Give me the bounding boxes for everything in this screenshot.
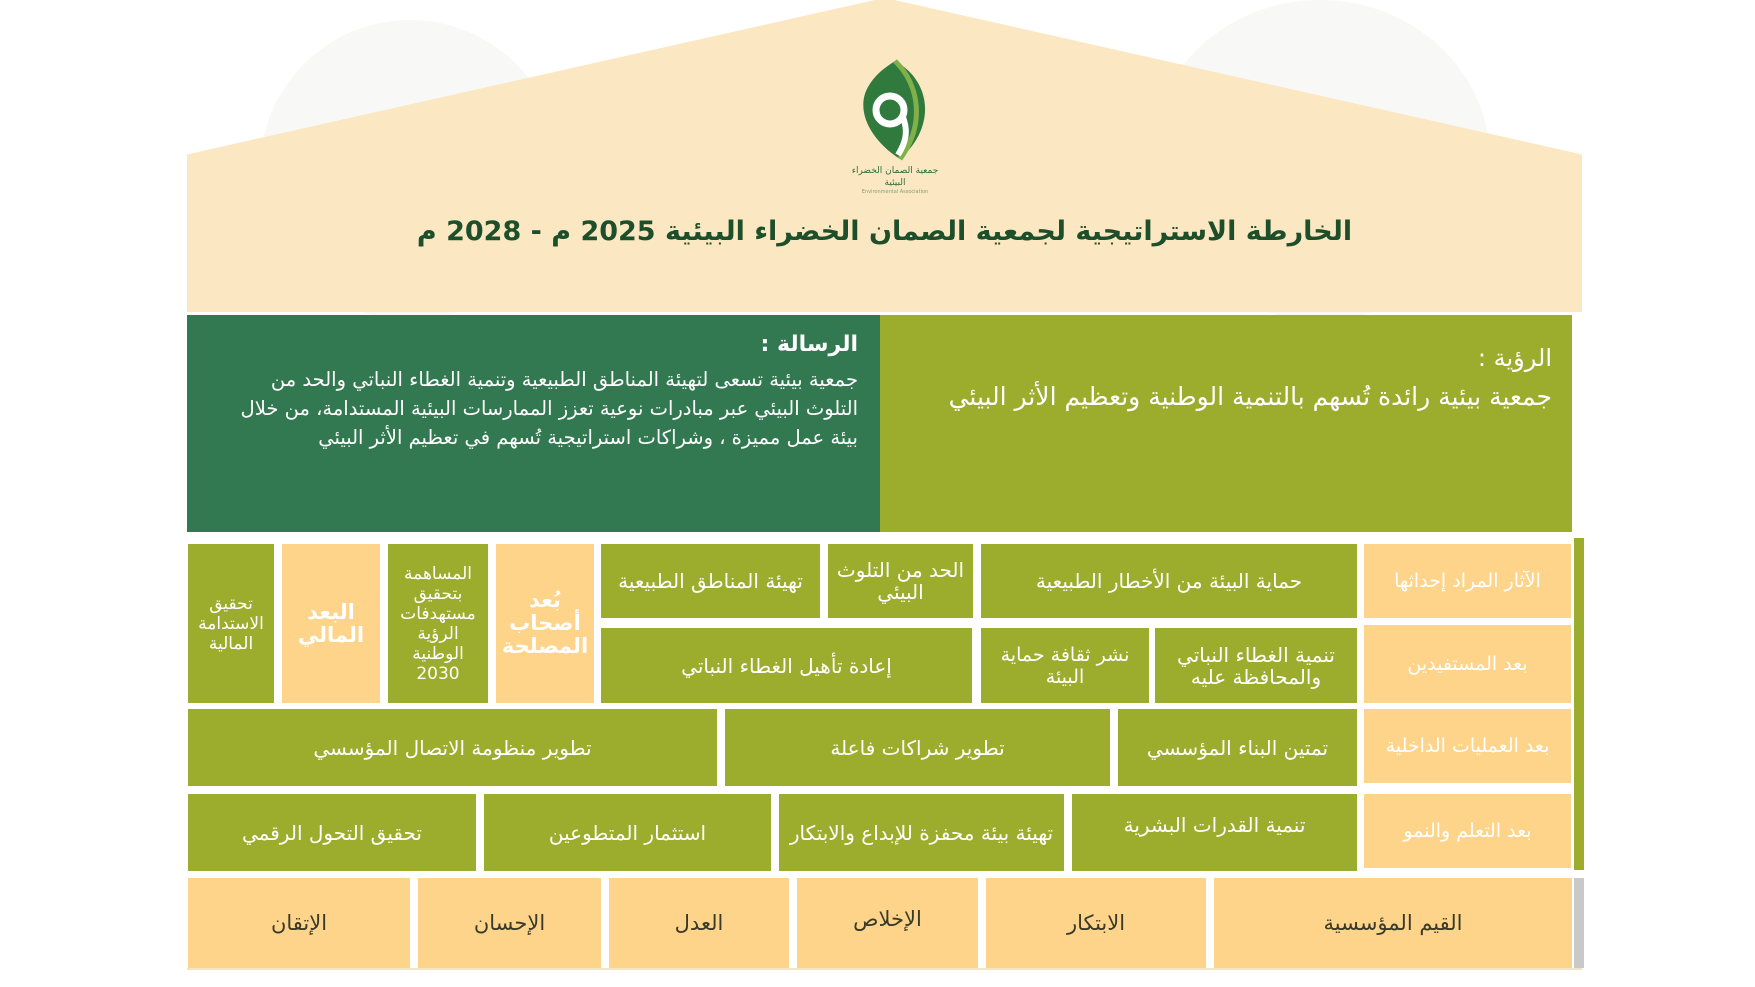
mission-panel (187, 315, 880, 532)
mission-heading: الرسالة : (760, 332, 858, 357)
financial-dimension: البعد المالي (282, 544, 380, 703)
objective-rehabilitate-vegetation: إعادة تأهيل الغطاء النباتي (601, 628, 972, 703)
leaf-logo-icon (850, 55, 940, 165)
objective-digital-transformation: تحقيق التحول الرقمي (188, 794, 476, 871)
stakeholders-dimension: بُعد أصحاب المصلحة (496, 544, 594, 703)
footer-divider (187, 968, 1582, 970)
objective-vision-2030: المساهمة بتحقيق مستهدفات الرؤية الوطنية 2030 (388, 544, 488, 703)
side-accent-bar-grey (1574, 878, 1584, 968)
objective-rehabilitate-areas: تهيئة المناطق الطبيعية (601, 544, 820, 618)
logo-subtext: Environmental Association (861, 189, 929, 195)
value-excellence: الإتقان (188, 878, 410, 968)
objective-communication: تطوير منظومة الاتصال المؤسسي (188, 709, 717, 786)
perspective-beneficiaries: بعد المستفيدين (1364, 625, 1571, 703)
objective-volunteers: استثمار المتطوعين (484, 794, 771, 871)
value-sincerity: الإخلاص (797, 878, 978, 968)
vision-heading: الرؤية : (1477, 344, 1552, 372)
objective-partnerships: تطوير شراكات فاعلة (725, 709, 1110, 786)
perspective-values: القيم المؤسسية (1214, 878, 1572, 968)
value-justice: العدل (609, 878, 789, 968)
value-benevolence: الإحسان (418, 878, 601, 968)
objective-institutional-building: تمتين البناء المؤسسي (1118, 709, 1357, 786)
perspective-impact: الآثار المراد إحداثها (1364, 544, 1571, 618)
side-accent-bar (1574, 538, 1584, 870)
objective-spread-culture: نشر ثقافة حماية البيئة (981, 628, 1149, 703)
objective-protect-environment: حماية البيئة من الأخطار الطبيعية (981, 544, 1357, 618)
objective-innovation-environment: تهيئة بيئة محفزة للإبداع والابتكار (779, 794, 1064, 871)
objective-develop-vegetation: تنمية الغطاء النباتي والمحافظة عليه (1155, 628, 1357, 703)
objective-reduce-pollution: الحد من التلوث البيئي (828, 544, 973, 618)
logo-text: جمعية الصمان الخضراء البيئية (851, 166, 939, 188)
perspective-internal-ops: بعد العمليات الداخلية (1364, 709, 1571, 783)
page-title: الخارطة الاستراتيجية لجمعية الصمان الخضراء البيئية 2025 م - 2028 م (416, 216, 1353, 247)
vision-panel (880, 315, 1572, 532)
association-logo (840, 55, 950, 195)
perspective-learning: بعد التعلم والنمو (1364, 794, 1571, 868)
objective-human-capabilities: تنمية القدرات البشرية (1072, 794, 1357, 871)
mission-text: جمعية بيئية تسعى لتهيئة المناطق الطبيعية وتنمية الغطاء النباتي والحد من التلوث البيئي عبر مبادرات نوعية تعزز الممارسات البيئية المستدامة، من خلال بيئة عمل مميزة ، وشراكات استراتيجية تُسهم في تعظيم الأثر البيئي (240, 368, 858, 449)
vision-text: جمعية بيئية رائدة تُسهم بالتنمية الوطنية وتعظيم الأثر البيئي (948, 382, 1552, 411)
objective-financial-sustainability: تحقيق الاستدامة المالية (188, 544, 274, 703)
value-innovation: الابتكار (986, 878, 1206, 968)
